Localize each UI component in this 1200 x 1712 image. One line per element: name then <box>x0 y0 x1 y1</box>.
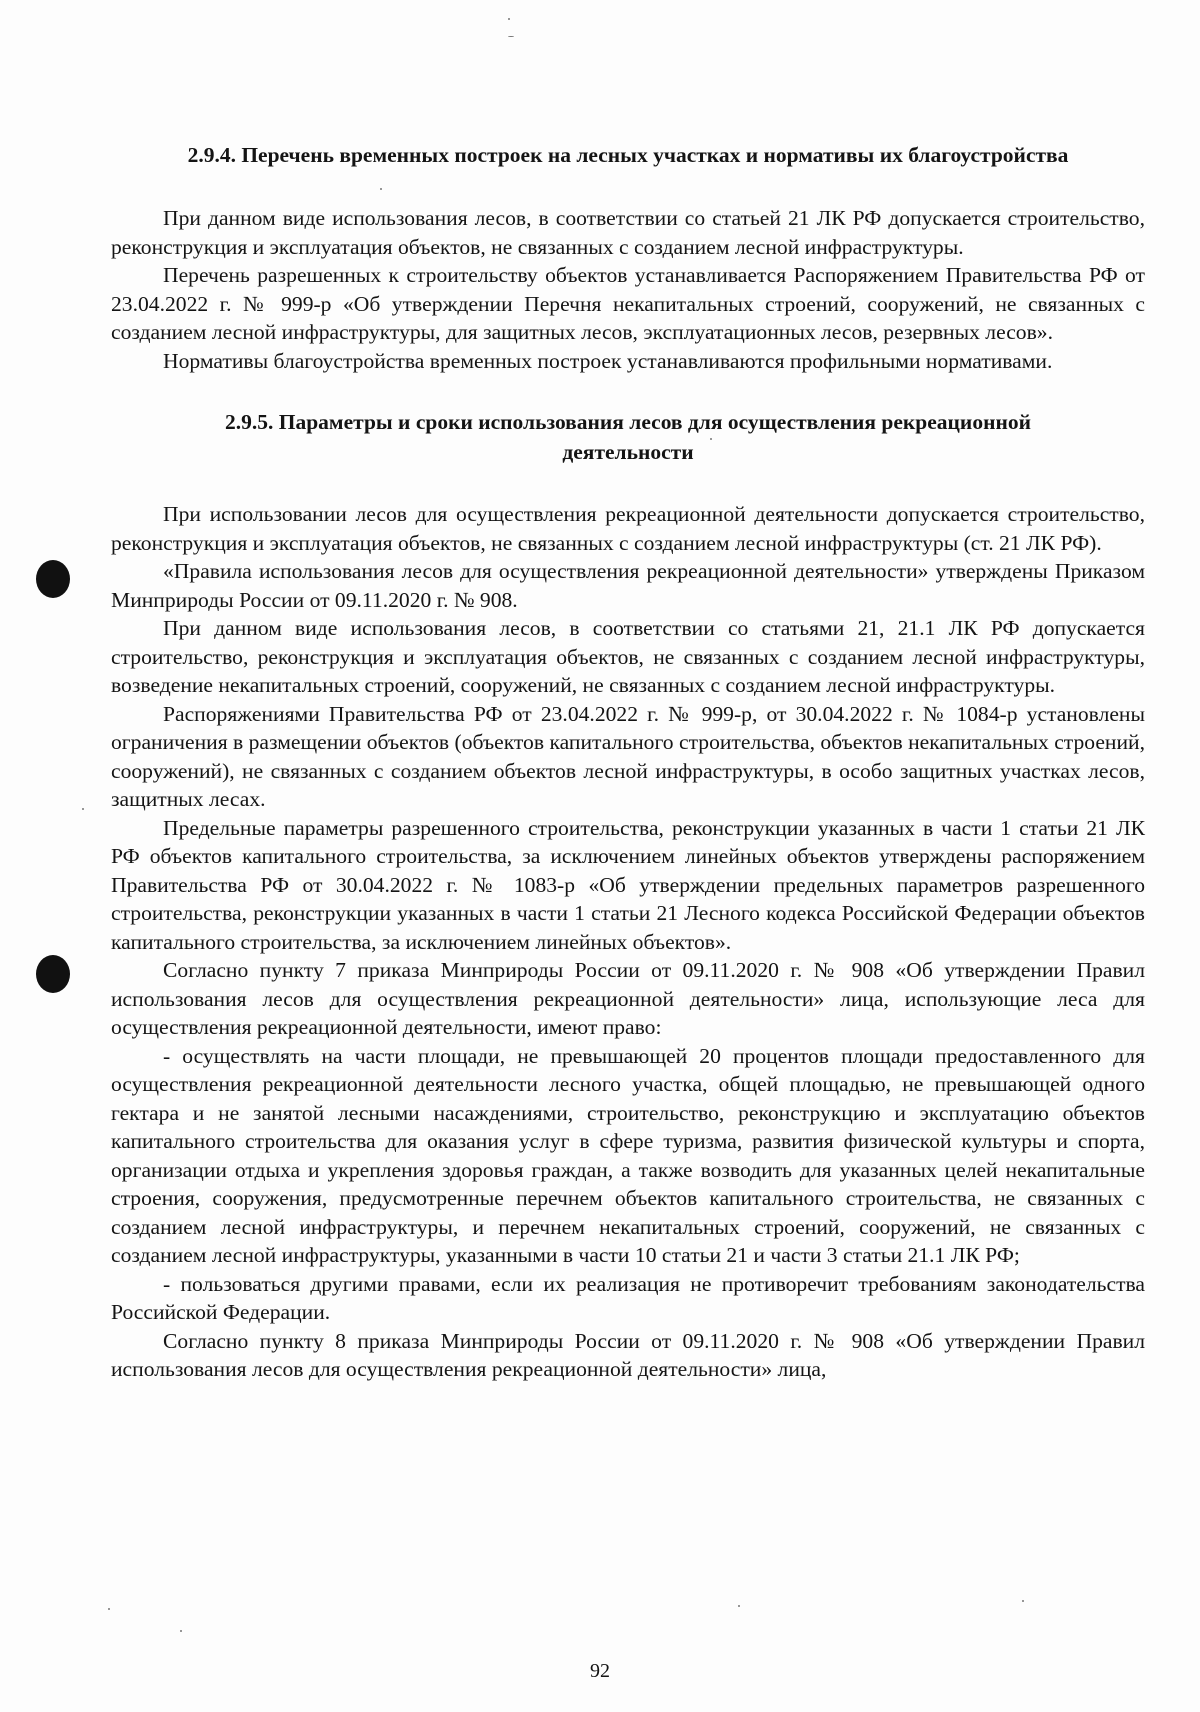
punch-hole-top <box>36 560 70 598</box>
paragraph: При использовании лесов для осуществления рекреационной деятельности допускается строительство, реконструкция и эксплуатация объектов, не связанных с созданием лесной инфраструктуры (ст. 21 ЛК РФ). <box>111 502 1145 555</box>
list-item: - пользоваться другими правами, если их реализация не противоречит требованиям законодательства Российской Федерации. <box>111 1271 1145 1324</box>
page-number: 92 <box>590 1660 610 1682</box>
page-content <box>111 140 1145 1384</box>
punch-hole-bottom <box>36 955 70 993</box>
section-heading-2-9-4: 2.9.4. Перечень временных построек на лесных участках и нормативы их благоустройства <box>187 143 1069 167</box>
scan-speck <box>82 808 84 810</box>
section-heading-2-9-5: 2.9.5. Параметры и сроки использования лесов для осуществления рекреационной деятельности <box>225 410 1031 464</box>
paragraph: При данном виде использования лесов, в соответствии со статьей 21 ЛК РФ допускается строительство, реконструкция и эксплуатация объектов, не связанных с созданием лесной инфраструктуры. <box>111 206 1145 259</box>
paragraph: Предельные параметры разрешенного строительства, реконструкции указанных в части 1 статьи 21 ЛК РФ объектов капитального строительства, за исключением линейных объектов утверждены распоряжением Правительства РФ от 30.04.2022 г. № 1083-р «Об утверждении предельных параметров разрешенного строительства, реконструкции указанных в части 1 статьи 21 Лесного кодекса Российской Федерации объектов капитального строительства, за исключением линейных объектов». <box>111 815 1145 954</box>
paragraph: Перечень разрешенных к строительству объектов устанавливается Распоряжением Правительства РФ от 23.04.2022 г. № 999-р «Об утверждении Перечня некапитальных строений, сооружений, не связанных с созданием лесной инфраструктуры, для защитных лесов, эксплуатационных лесов, резервных лесов». <box>111 263 1145 344</box>
paragraph: Согласно пункту 7 приказа Минприроды России от 09.11.2020 г. № 908 «Об утверждении Правил использования лесов для осуществления рекреационной деятельности» лица, использующие леса для осуществления рекреационной деятельности, имеют право: <box>111 958 1145 1039</box>
scan-speck <box>108 1608 110 1610</box>
list-item: - осуществлять на части площади, не превышающей 20 процентов площади предоставленного для осуществления рекреационной деятельности лесного участка, общей площадью, не превышающей одного гектара и не занятой лесными насаждениями, строительство, реконструкцию и эксплуатацию объектов капитального строительства для оказания услуг в сфере туризма, развития физической культуры и спорта, организации отдыха и укрепления здоровья граждан, а также возводить для указанных целей некапитальные строения, сооружения, предусмотренные перечнем объектов капитального строительства, не связанных с созданием лесной инфраструктуры, и перечнем некапитальных строений, сооружений, не связанных с созданием лесной инфраструктуры, указанными в части 10 статьи 21 и части 3 статьи 21.1 ЛК РФ; <box>111 1043 1145 1267</box>
section-2-9-4-body <box>111 204 1145 375</box>
paragraph: Нормативы благоустройства временных построек устанавливаются профильными нормативами. <box>163 348 1053 373</box>
scan-speck <box>1022 1600 1024 1602</box>
scan-speck <box>508 36 514 37</box>
section-2-9-5-body <box>111 500 1145 1384</box>
scan-speck <box>180 1630 182 1632</box>
scan-speck <box>738 1605 740 1607</box>
paragraph: При данном виде использования лесов, в соответствии со статьями 21, 21.1 ЛК РФ допускается строительство, реконструкция и эксплуатация объектов, не связанных с созданием лесной инфраструктуры, возведение некапитальных строений, сооружений, не связанных с созданием лесной инфраструктуры. <box>111 616 1145 697</box>
paragraph: Распоряжениями Правительства РФ от 23.04.2022 г. № 999-р, от 30.04.2022 г. № 1084-р установлены ограничения в размещении объектов (объектов капитального строительства, объектов некапитальных строений, сооружений), не связанных с созданием объектов лесной инфраструктуры, в особо защитных участках лесов, защитных лесах. <box>111 701 1145 811</box>
scan-speck <box>508 18 510 20</box>
paragraph: Согласно пункту 8 приказа Минприроды России от 09.11.2020 г. № 908 «Об утверждении Правил использования лесов для осуществления рекреационной деятельности» лица, <box>111 1328 1145 1381</box>
paragraph: «Правила использования лесов для осуществления рекреационной деятельности» утверждены Приказом Минприроды России от 09.11.2020 г. № 908. <box>111 559 1145 612</box>
